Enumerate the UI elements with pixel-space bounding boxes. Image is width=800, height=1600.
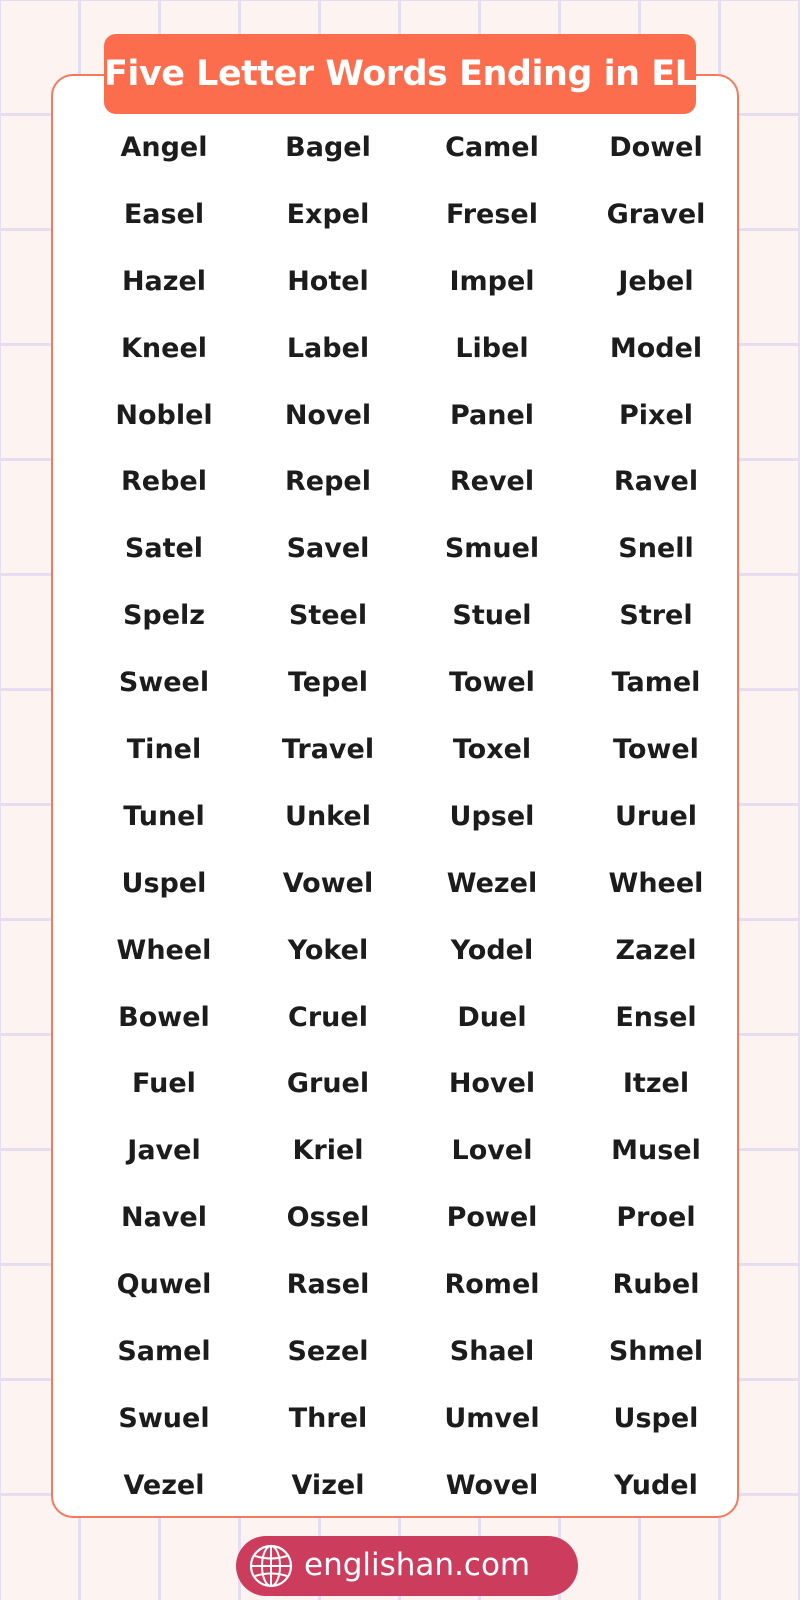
word-item: Wheel (116, 934, 212, 966)
word-item: Spelz (122, 600, 206, 632)
word-item: Snell (618, 533, 694, 565)
word-item: Strel (619, 600, 693, 632)
word-item: Hovel (448, 1068, 536, 1100)
word-item: Bagel (285, 131, 371, 163)
word-item: Novel (284, 399, 372, 431)
word-item: Kriel (292, 1135, 364, 1167)
word-item: Wezel (446, 867, 538, 899)
word-item: Satel (124, 533, 204, 565)
word-item: Romel (444, 1269, 540, 1301)
word-item: Model (609, 332, 703, 364)
word-item: Noblel (115, 399, 213, 431)
word-item: Ravel (613, 466, 699, 498)
word-item: Hazel (121, 265, 207, 297)
word-item: Angel (120, 131, 208, 163)
word-item: Zazel (615, 934, 697, 966)
word-item: Travel (281, 733, 375, 765)
word-item: Easel (123, 198, 205, 230)
word-item: Sweel (118, 667, 210, 699)
word-item: Javel (127, 1135, 201, 1167)
word-item: Itzel (622, 1068, 690, 1100)
word-item: Toxel (452, 733, 532, 765)
word-item: Vizel (291, 1469, 365, 1501)
word-item: Swuel (118, 1402, 210, 1434)
word-item: Shmel (608, 1335, 704, 1367)
word-item: Navel (121, 1202, 207, 1234)
word-item: Kneel (120, 332, 208, 364)
word-item: Tunel (123, 800, 205, 832)
word-item: Upsel (449, 800, 535, 832)
word-item: Unkel (285, 800, 371, 832)
word-item: Uruel (614, 800, 698, 832)
word-item: Repel (285, 466, 371, 498)
word-item: Pixel (618, 399, 694, 431)
word-item: Camel (445, 131, 539, 163)
word-item: Uspel (613, 1402, 699, 1434)
word-item: Powel (446, 1202, 538, 1234)
page-title: Five Letter Words Ending in EL (104, 34, 696, 114)
word-item: Towel (613, 733, 699, 765)
word-item: Fuel (132, 1068, 196, 1100)
word-item: Umvel (444, 1402, 540, 1434)
word-item: Vezel (123, 1469, 205, 1501)
word-item: Jebel (618, 265, 694, 297)
word-item: Threl (288, 1402, 368, 1434)
word-item: Quwel (116, 1269, 212, 1301)
word-item: Vowel (282, 867, 374, 899)
word-item: Yudel (614, 1469, 698, 1501)
globe-icon (249, 1544, 293, 1588)
word-item: Label (286, 332, 370, 364)
website-url: englishan.com (304, 1547, 531, 1583)
word-item: Lovel (451, 1135, 533, 1167)
word-item: Panel (449, 399, 535, 431)
word-item: Tepel (287, 667, 369, 699)
word-item: Ossel (286, 1202, 370, 1234)
word-item: Musel (611, 1135, 701, 1167)
word-item: Revel (449, 466, 535, 498)
word-item: Bowel (118, 1001, 210, 1033)
word-item: Fresel (446, 198, 538, 230)
word-item: Duel (457, 1001, 527, 1033)
word-item: Dowel (609, 131, 703, 163)
word-item: Gruel (286, 1068, 370, 1100)
word-item: Savel (286, 533, 370, 565)
word-item: Rasel (286, 1269, 370, 1301)
word-item: Rebel (121, 466, 207, 498)
word-item: Cruel (288, 1001, 368, 1033)
word-item: Tamel (611, 667, 701, 699)
word-item: Expel (286, 198, 370, 230)
word-item: Proel (616, 1202, 696, 1234)
word-item: Shael (449, 1335, 535, 1367)
word-item: Rubel (612, 1269, 700, 1301)
word-item: Stuel (452, 600, 532, 632)
word-item: Towel (449, 667, 535, 699)
word-item: Hotel (287, 265, 369, 297)
word-item: Impel (449, 265, 535, 297)
word-item: Libel (455, 332, 529, 364)
word-item: Uspel (121, 867, 207, 899)
word-item: Yokel (287, 934, 369, 966)
word-item: Gravel (606, 198, 706, 230)
word-item: Wheel (608, 867, 704, 899)
word-item: Samel (117, 1335, 211, 1367)
website-badge (236, 1536, 578, 1596)
word-grid (82, 114, 738, 1519)
word-item: Ensel (615, 1001, 697, 1033)
word-item: Tinel (126, 733, 202, 765)
word-item: Smuel (444, 533, 540, 565)
word-item: Sezel (287, 1335, 369, 1367)
word-item: Wovel (445, 1469, 539, 1501)
word-item: Steel (288, 600, 368, 632)
word-item: Yodel (450, 934, 534, 966)
